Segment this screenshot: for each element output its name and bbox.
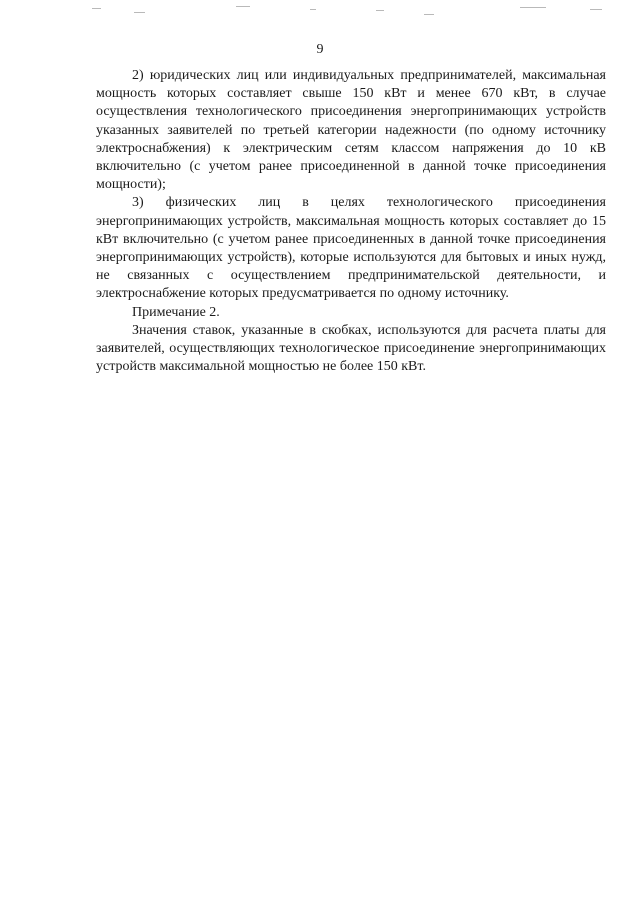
document-body <box>96 67 606 376</box>
note-text: Значения ставок, указанные в скобках, используются для расчета платы для заявителей, осуществляющих технологическое присоединение энергопринимающих устройств максимальной мощностью не более 150 кВт. <box>96 322 606 375</box>
scan-speck <box>520 7 546 8</box>
scan-speck <box>376 10 384 11</box>
scan-speck <box>92 8 101 9</box>
scan-speck <box>134 12 145 13</box>
page-number: 9 <box>316 42 324 57</box>
scan-speck <box>236 6 250 7</box>
paragraph-item-3: 3) физических лиц в целях технологического присоединения энергопринимающих устройств, максимальная мощность которых составляет до 15 кВт включительно (с учетом ранее присоединенных в данной точке присоединения энергопринимающих устройств), которые используются для бытовых и иных нужд, не связанных с осуществлением предпринимательской деятельности, и электроснабжение которых предусматривается по одному источнику. <box>96 195 606 302</box>
note-title: Примечание 2. <box>132 304 220 320</box>
paragraph-item-2: 2) юридических лиц или индивидуальных предпринимателей, максимальная мощность которых составляет свыше 150 кВт и менее 670 кВт, в случае осуществления технологического присоединения энергопринимающих устройств указанных заявителей по третьей категории надежности (по одному источнику электроснабжения) к электрическим сетям классом напряжения до 10 кВ включительно (с учетом ранее присоединенной в данной точке присоединения мощности); <box>96 68 606 193</box>
scan-speck <box>590 9 602 10</box>
scan-speck <box>424 14 434 15</box>
scan-speck <box>310 9 316 10</box>
